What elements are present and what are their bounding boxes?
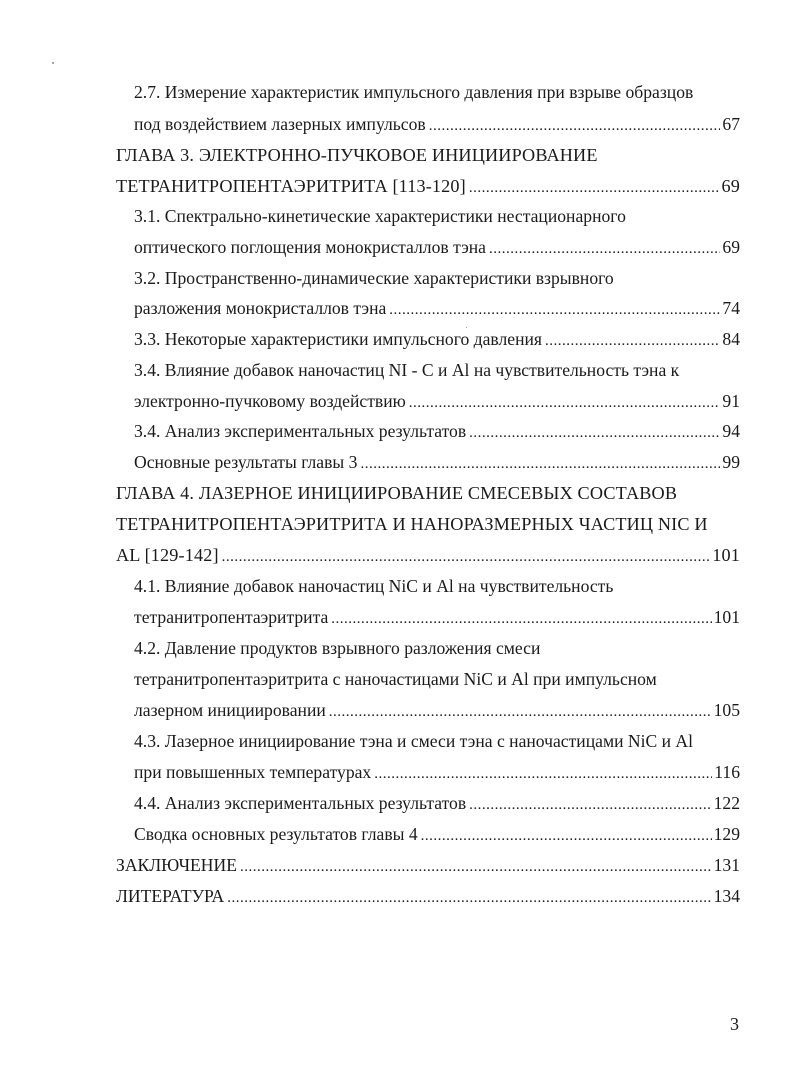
dot-leader — [360, 448, 720, 480]
dot-leader — [469, 789, 711, 821]
toc-entry-title: AL [129-142] — [116, 545, 219, 565]
toc-entry-title: ГЛАВА 3. ЭЛЕКТРОННО-ПУЧКОВОЕ ИНИЦИИРОВАНИЕ — [116, 145, 598, 165]
toc-line — [134, 632, 540, 664]
toc-entry[interactable] — [116, 880, 740, 912]
toc-entry-title: 3.1. Спектрально-кинетические характеристики нестационарного — [134, 206, 626, 226]
toc-line — [134, 200, 626, 232]
dot-leader — [429, 110, 721, 142]
toc-entry-title: ЛИТЕРАТУРА — [116, 886, 225, 906]
toc-entry-title: Основные результаты главы 3 — [134, 452, 358, 472]
toc-entry-title: 3.2. Пространственно-динамические характеристики взрывного — [134, 268, 614, 288]
dot-leader — [240, 851, 712, 883]
dot-leader — [421, 820, 712, 852]
toc-entry-title: 2.7. Измерение характеристик импульсного давления при взрыве образцов — [134, 82, 694, 102]
toc-entry[interactable] — [116, 539, 740, 571]
dot-leader — [222, 541, 711, 573]
toc-entry[interactable] — [134, 818, 740, 850]
toc-entry-page: 69 — [722, 237, 740, 257]
toc-entry-title: лазерном инициировании — [134, 700, 326, 720]
toc-entry-title: 4.1. Влияние добавок наночастиц NiC и Al на чувствительность — [134, 576, 614, 596]
toc-entry[interactable] — [134, 601, 740, 633]
toc-entry-title: тетранитропентаэритрита — [134, 607, 329, 627]
toc-line — [134, 725, 693, 757]
toc-entry-page: 84 — [722, 329, 740, 349]
toc-entry[interactable] — [134, 323, 740, 355]
toc-entry-title: оптического поглощения монокристаллов тэна — [134, 237, 486, 257]
toc-entry-title: ГЛАВА 4. ЛАЗЕРНОЕ ИНИЦИИРОВАНИЕ СМЕСЕВЫХ СОСТАВОВ — [116, 483, 678, 503]
toc-entry-page: 69 — [721, 176, 740, 196]
toc-entry[interactable] — [116, 849, 740, 881]
toc-entry-page: 99 — [722, 452, 740, 472]
toc-entry[interactable] — [134, 756, 740, 788]
toc-entry-title: под воздействием лазерных импульсов — [134, 114, 426, 134]
toc-chapter-heading — [116, 139, 598, 171]
page-number: 3 — [730, 1014, 739, 1034]
toc-entry-title: ТЕТРАНИТРОПЕНТАЭРИТРИТА И НАНОРАЗМЕРНЫХ ЧАСТИЦ NIC И — [116, 514, 708, 534]
toc-entry[interactable] — [134, 694, 740, 726]
toc-entry[interactable] — [134, 231, 740, 263]
toc-entry-page: 134 — [713, 886, 740, 906]
dot-leader — [389, 294, 720, 326]
toc-entry-page: 94 — [722, 421, 740, 441]
dot-leader — [331, 603, 711, 635]
toc-entry-page: 122 — [713, 793, 740, 813]
toc-entry-page: 67 — [722, 114, 740, 134]
toc-entry-title: 4.2. Давление продуктов взрывного разложения смеси — [134, 638, 541, 658]
toc-entry[interactable] — [134, 108, 740, 140]
toc-line — [134, 76, 693, 108]
toc-entry-page: 129 — [713, 824, 740, 844]
toc-entry-title: ЗАКЛЮЧЕНИЕ — [116, 855, 237, 875]
toc-entry-title: 3.4. Анализ экспериментальных результатов — [134, 421, 467, 441]
toc-entry[interactable] — [134, 385, 740, 417]
dot-leader — [329, 696, 712, 728]
dot-leader — [469, 417, 720, 449]
toc-chapter-heading — [116, 508, 708, 540]
dot-leader — [227, 882, 711, 914]
toc-entry-title: электронно-пучковому воздействию — [134, 391, 406, 411]
toc-entry[interactable] — [134, 415, 740, 447]
toc-entry-page: 91 — [722, 391, 740, 411]
toc-entry-page: 105 — [713, 700, 740, 720]
toc-entry-page: 101 — [712, 545, 740, 565]
scan-speck — [52, 62, 54, 64]
toc-entry-title: 4.4. Анализ экспериментальных результатов — [134, 793, 467, 813]
toc-entry-title: разложения монокристаллов тэна — [134, 298, 387, 318]
toc-entry-title: 4.3. Лазерное инициирование тэна и смеси тэна с наночастицами NiC и Al — [134, 731, 694, 751]
toc-line — [134, 663, 657, 695]
dot-leader — [489, 233, 720, 265]
toc-entry[interactable] — [134, 446, 740, 478]
toc-entry[interactable] — [116, 170, 740, 202]
toc-line — [134, 570, 613, 602]
toc-entry-title: ТЕТРАНИТРОПЕНТАЭРИТРИТА [113-120] — [116, 176, 466, 196]
toc-entry-page: 116 — [714, 762, 740, 782]
toc-chapter-heading — [116, 477, 677, 509]
toc-entry[interactable] — [134, 787, 740, 819]
dot-leader — [545, 325, 720, 357]
dot-leader — [374, 758, 712, 790]
toc-entry-page: 74 — [722, 298, 740, 318]
toc-entry-page: 131 — [713, 855, 740, 875]
toc-entry-title: тетранитропентаэритрита с наночастицами NiC и Al при импульсном — [134, 669, 657, 689]
toc-entry-page: 101 — [713, 607, 740, 627]
toc-entry-title: 3.3. Некоторые характеристики импульсного давления — [134, 329, 543, 349]
toc-entry[interactable] — [134, 292, 740, 324]
toc-entry-title: при повышенных температурах — [134, 762, 372, 782]
toc-line — [134, 354, 679, 386]
toc-entry-title: Сводка основных результатов главы 4 — [134, 824, 418, 844]
toc-line — [134, 262, 614, 294]
toc-entry-title: 3.4. Влияние добавок наночастиц NI - C и Al на чувствительность тэна к — [134, 360, 680, 380]
